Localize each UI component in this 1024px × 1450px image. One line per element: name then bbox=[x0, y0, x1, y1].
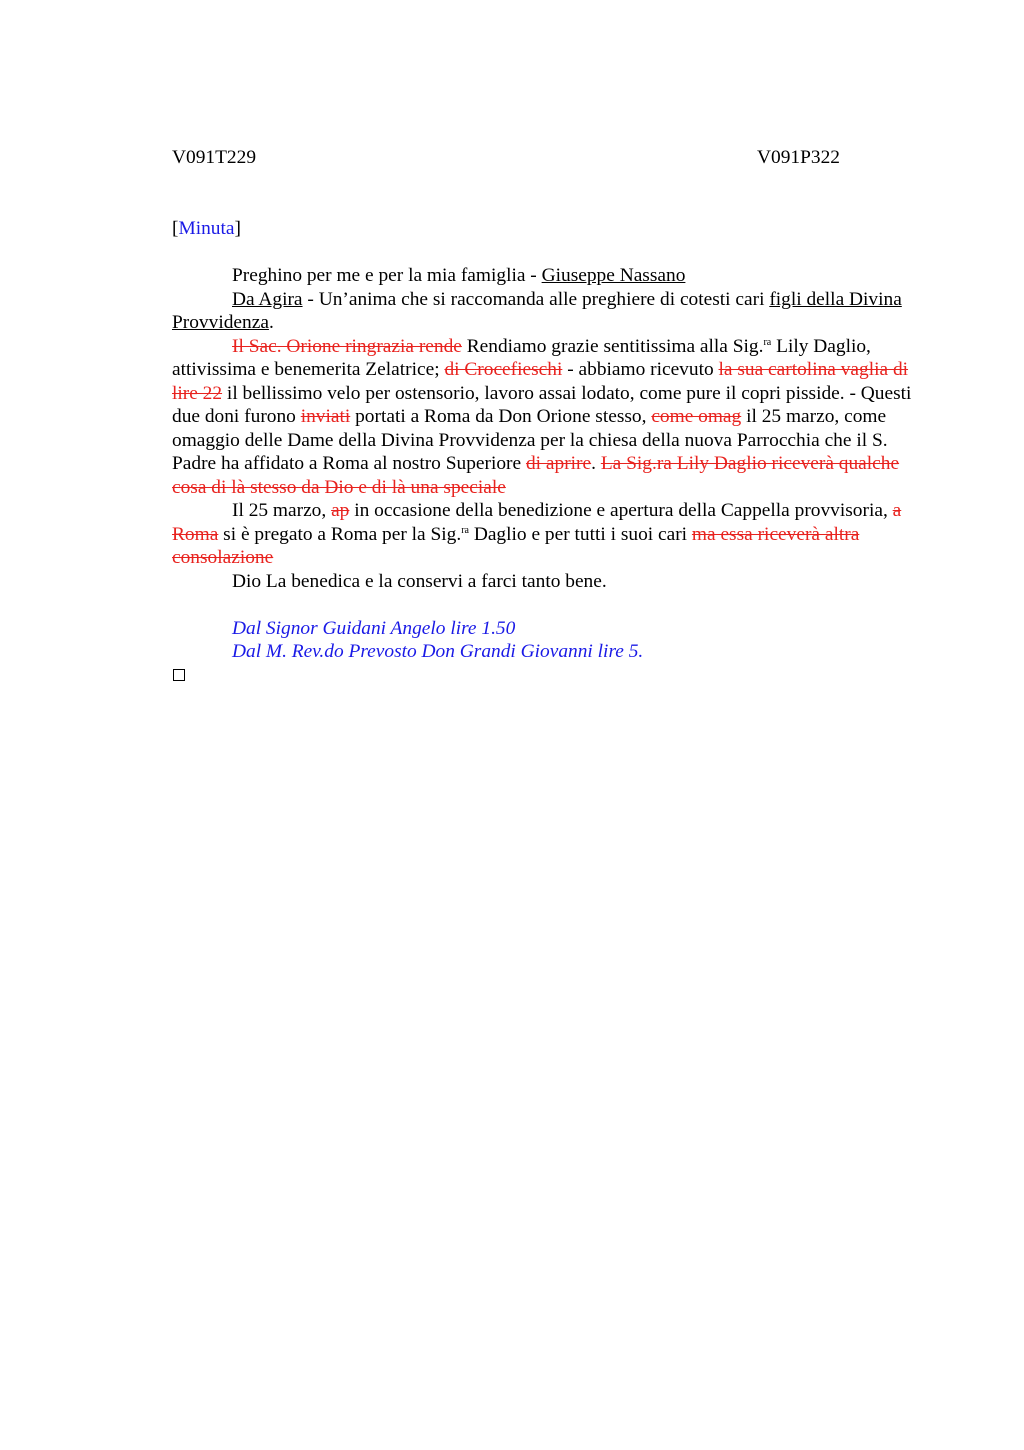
document-code-left: V091T229 bbox=[172, 147, 257, 168]
deleted-text: inviati bbox=[300, 406, 351, 427]
deleted-text: come omag bbox=[651, 406, 742, 427]
spacer bbox=[172, 593, 928, 617]
offering-line: Dal Signor Guidani Angelo lire 1.50 bbox=[232, 617, 516, 639]
deleted-text: di aprire bbox=[525, 453, 592, 474]
deleted-text: a Roma bbox=[172, 500, 902, 545]
deleted-text: di Crocefieschi bbox=[444, 359, 563, 380]
paragraph-prayer-request: Preghino per me e per la mia famiglia - Giuseppe Nassano bbox=[232, 265, 686, 286]
letter-body bbox=[172, 217, 928, 681]
congregation-name: figli della Divina Provvidenza bbox=[172, 288, 902, 333]
minuta-label: [Minuta] bbox=[172, 218, 241, 239]
deleted-text: La Sig.ra Lily Daglio riceverà qualche cosa di là stesso da Dio e di là una speciale bbox=[172, 453, 900, 498]
paragraph-agira: Da Agira - Un’anima che si raccomanda alle preghiere di cotesti cari figli della Divina Provvidenza. bbox=[172, 288, 902, 333]
deleted-text: ap bbox=[331, 500, 350, 521]
paragraph-chapel: Il 25 marzo, ap in occasione della benedizione e apertura della Cappella provvisoria, a Roma si è pregato a Roma per la Sig.$^{ra}$ Daglio e per tutti i suoi cari ma essa riceverà altra consolazione bbox=[172, 500, 902, 568]
paragraph-thanks: Il Sac. Orione ringrazia rende Rendiamo grazie sentitissima alla Sig.$^{ra}$ Lily Daglio, attivissima e benemerita Zelatrice; di Crocefieschi - abbiamo ricevuto la sua cartolina vaglia di lire 22 il bellissimo velo per ostensorio, lavoro assai lodato, come pure il copri pisside. - Questi due doni furono inviati portati a Roma da Don Orione stesso, come omag il 25 marzo, come omaggio delle Dame della Divina Provvidenza per la chiesa della nuova Parrocchia che il S. Padre ha affidato a Roma al nostro Superiore di aprire. La Sig.ra Lily Daglio riceverà qualche cosa di là stesso da Dio e di là una speciale bbox=[172, 335, 912, 498]
minuta-label-text: Minuta bbox=[178, 218, 235, 239]
deleted-text: Il Sac. Orione ringrazia rende bbox=[232, 335, 462, 357]
deleted-text: ma essa riceverà altra consolazione bbox=[172, 523, 860, 568]
offering-line: Dal M. Rev.do Prevosto Don Grandi Giovanni lire 5. bbox=[232, 641, 644, 662]
document-code-right: V091P322 bbox=[757, 147, 840, 168]
place-name: Da Agira bbox=[232, 288, 303, 310]
square-outline-icon bbox=[173, 669, 185, 681]
person-name: Giuseppe Nassano bbox=[541, 265, 686, 286]
deleted-text: la sua cartolina vaglia di lire 22 bbox=[172, 359, 909, 404]
paragraph-blessing: Dio La benedica e la conservi a farci tanto bene. bbox=[232, 570, 607, 592]
